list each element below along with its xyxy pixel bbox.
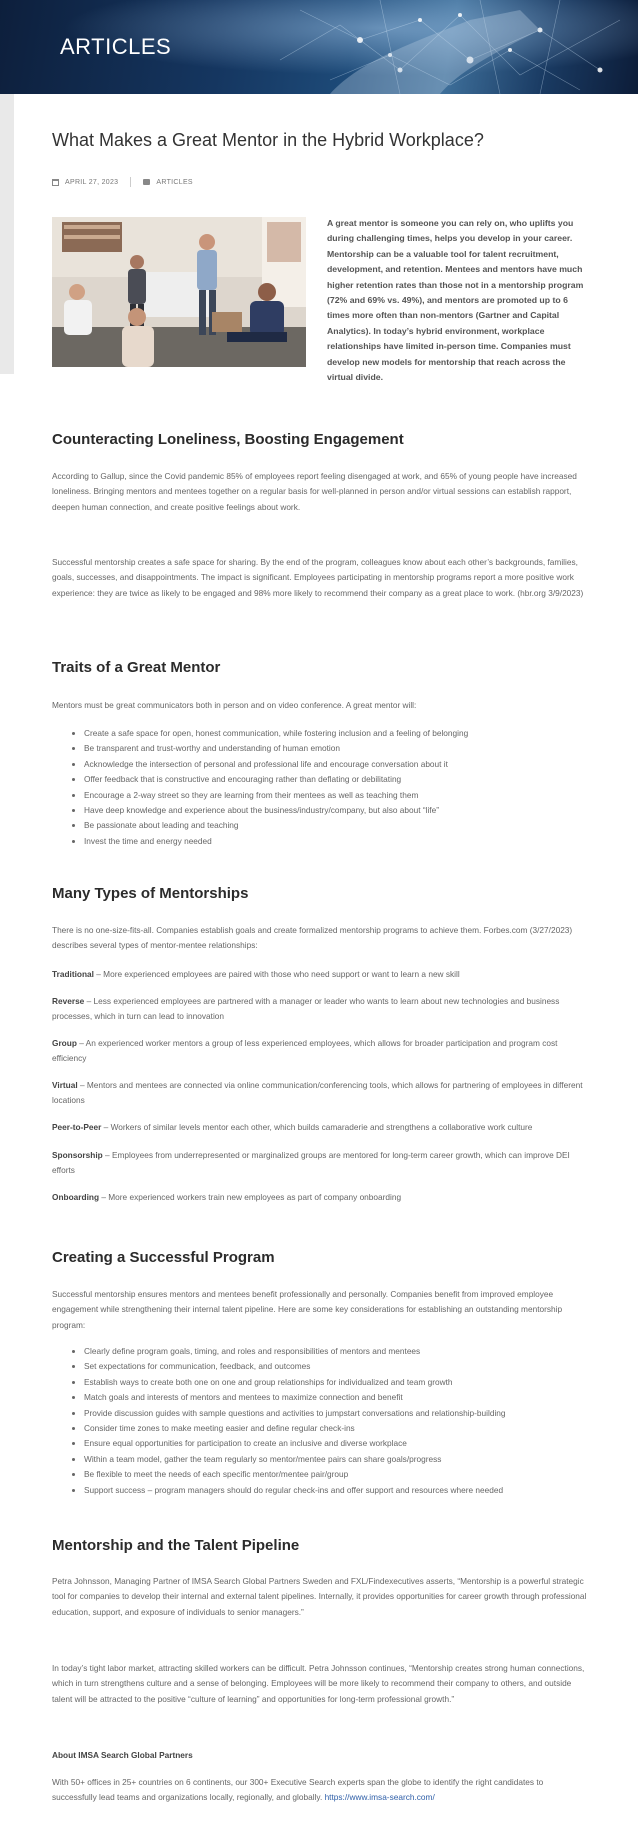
list-item: • Be passionate about leading and teaching [84, 818, 594, 833]
list-item: • Have deep knowledge and experience about the business/industry/company, but also about “life” [84, 803, 594, 818]
article-title: What Makes a Great Mentor in the Hybrid Workplace? [52, 130, 484, 150]
loneliness-paragraph-1: According to Gallup, since the Covid pandemic 85% of employees report feeling disengaged at work, and 65% of young people have increased loneliness. Bringing mentors and mentees together on a regular basis for well-planned in person and/or virtual sessions can establish rapport, deepen human connection, and create positive feelings about work. [52, 471, 577, 512]
type-term: Traditional [52, 969, 94, 979]
type-term: Virtual [52, 1080, 78, 1090]
article-intro: A great mentor is someone you can rely on, who uplifts you during challenging times, helps you develop in your career. Mentorship can be a valuable tool for talent recruitment, development, and retention. Mentees and mentors have much higher retention rates than those not in a mentorship program (72% and 69% vs. 49%), and mentors are promoted up to 6 times more often than non-mentors (Gartner and Capital Analytics). In today’s hybrid environment, workplace relationships have limited in-person time. Companies must develop new models for mentorship that reach across the virtual divide. [327, 218, 584, 383]
article-category[interactable]: ARTICLES [156, 178, 193, 186]
list-item: • Offer feedback that is constructive and encouraging rather than deflating or debilitating [84, 772, 594, 787]
meta-divider [130, 177, 131, 187]
type-virtual [52, 1078, 590, 1109]
heading-pipeline: Mentorship and the Talent Pipeline [52, 1537, 300, 1554]
list-item: • Be flexible to meet the needs of each specific mentor/mentee pair/group [84, 1467, 594, 1482]
list-item: • Ensure equal opportunities for participation to create an inclusive and diverse workplace [84, 1436, 594, 1451]
article-photo [52, 217, 306, 367]
loneliness-paragraph-2: Successful mentorship creates a safe space for sharing. By the end of the program, colleagues know about each other’s backgrounds, families, goals, successes, and disappointments. The impact is significant. Employees participating in mentorship programs report a more positive work experience: they are twice as likely to be engaged and 98% more likely to recommend their company as a great place to work. (hbr.org 3/9/2023) [52, 557, 584, 598]
about-paragraph [52, 1775, 590, 1806]
program-intro: Successful mentorship ensures mentors and mentees benefit professionally and personally. Companies benefit from improved employee engagement while strengthening their internal talent pipeline. Here are some key considerations for establishing an outstanding mentorship program: [52, 1289, 563, 1330]
type-desc: – Workers of similar levels mentor each other, which builds camaraderie and strengthens a collaborative work culture [101, 1122, 533, 1132]
list-item: • Consider time zones to make meeting easier and define regular check-ins [84, 1421, 594, 1436]
list-item: • Acknowledge the intersection of personal and professional life and encourage conversation about it [84, 757, 594, 772]
list-item: • Clearly define program goals, timing, and roles and responsibilities of mentors and mentees [84, 1344, 594, 1359]
heading-types: Many Types of Mentorships [52, 885, 249, 902]
type-term: Onboarding [52, 1192, 100, 1202]
types-intro: There is no one-size-fits-all. Companies establish goals and create formalized mentorship programs to achieve them. Forbes.com (3/27/2023) describes several types of mentor-mentee relationships: [52, 925, 573, 951]
calendar-icon [52, 179, 59, 186]
list-item: • Set expectations for communication, feedback, and outcomes [84, 1359, 594, 1374]
list-item: • Encourage a 2-way street so they are learning from their mentees as well as teaching them [84, 788, 594, 803]
hero-title: ARTICLES [60, 34, 172, 59]
type-term: Reverse [52, 996, 85, 1006]
office-meeting-illustration [52, 217, 306, 367]
type-reverse [52, 994, 590, 1025]
type-desc: – Employees from underrepresented or marginalized groups are mentored for long-term career growth, which can improve DEI efforts [52, 1150, 570, 1176]
type-traditional [52, 967, 590, 982]
article-meta [52, 177, 193, 187]
type-term: Sponsorship [52, 1150, 103, 1160]
type-sponsorship [52, 1148, 590, 1179]
article-date: APRIL 27, 2023 [65, 178, 119, 186]
imsa-website-link[interactable]: https://www.imsa-search.com/ [324, 1792, 435, 1803]
type-desc: – An experienced worker mentors a group of less experienced employees, which allows for broader participation and program cost efficiency [52, 1038, 558, 1064]
list-item: • Create a safe space for open, honest communication, while fostering inclusion and a feeling of belonging [84, 726, 594, 741]
traits-list [72, 726, 594, 849]
type-onboarding [52, 1190, 590, 1205]
about-heading: About IMSA Search Global Partners [52, 1750, 193, 1760]
pipeline-paragraph-2: In today’s tight labor market, attracting skilled workers can be difficult. Petra Johnsson continues, “Mentorship creates strong human connections, which in turn strengthens culture and a sense of belonging. Employees will be more likely to recommend their company to others, and outside talent will be attracted to the positive “culture of learning” and opportunities for long-term professional growth.” [52, 1663, 585, 1704]
hero-banner [0, 0, 638, 94]
folder-icon [143, 179, 150, 185]
list-item: • Within a team model, gather the team regularly so mentor/mentee pairs can share goals/progress [84, 1452, 594, 1467]
type-desc: – More experienced employees are paired with those who need support or want to learn a new skill [93, 969, 460, 979]
list-item: • Establish ways to create both one on one and group relationships for individualized and team growth [84, 1375, 594, 1390]
type-desc: – More experienced workers train new employees as part of company onboarding [99, 1192, 402, 1202]
heading-loneliness: Counteracting Loneliness, Boosting Engagement [52, 431, 404, 448]
list-item: • Invest the time and energy needed [84, 834, 594, 849]
list-item: • Match goals and interests of mentors and mentees to maximize connection and benefit [84, 1390, 594, 1405]
list-item: • Support success – program managers should do regular check-ins and offer support and resources where needed [84, 1483, 594, 1498]
traits-intro: Mentors must be great communicators both in person and on video conference. A great mentor will: [52, 700, 417, 710]
type-group [52, 1036, 590, 1067]
list-item: • Be transparent and trust-worthy and understanding of human emotion [84, 741, 594, 756]
pipeline-paragraph-1: Petra Johnsson, Managing Partner of IMSA Search Global Partners Sweden and FXL/Findexecutives asserts, “Mentorship is a powerful strategic tool for companies to develop their internal and external talent pipelines. Internally, it provides opportunities for career growth through professional education, support, and exposure of individuals to senior managers.” [52, 1576, 587, 1617]
heading-program: Creating a Successful Program [52, 1249, 275, 1266]
about-text: With 50+ offices in 25+ countries on 6 continents, our 300+ Executive Search experts span the globe to identify the right candidates to successfully lead teams and organizations locally, regionally, and globally. [52, 1777, 544, 1803]
left-edge-strip [0, 94, 14, 374]
type-peer [52, 1120, 590, 1135]
program-list [72, 1344, 594, 1498]
type-term: Peer-to-Peer [52, 1122, 102, 1132]
type-desc: – Less experienced employees are partnered with a manager or leader who wants to learn about new technologies and business processes, which in turn can lead to innovation [52, 996, 560, 1022]
heading-traits: Traits of a Great Mentor [52, 659, 221, 676]
type-desc: – Mentors and mentees are connected via online communication/conferencing tools, which allows for partnering of employees in different locations [52, 1080, 583, 1106]
list-item: • Provide discussion guides with sample questions and activities to jumpstart conversations and relationship-building [84, 1406, 594, 1421]
type-term: Group [52, 1038, 77, 1048]
